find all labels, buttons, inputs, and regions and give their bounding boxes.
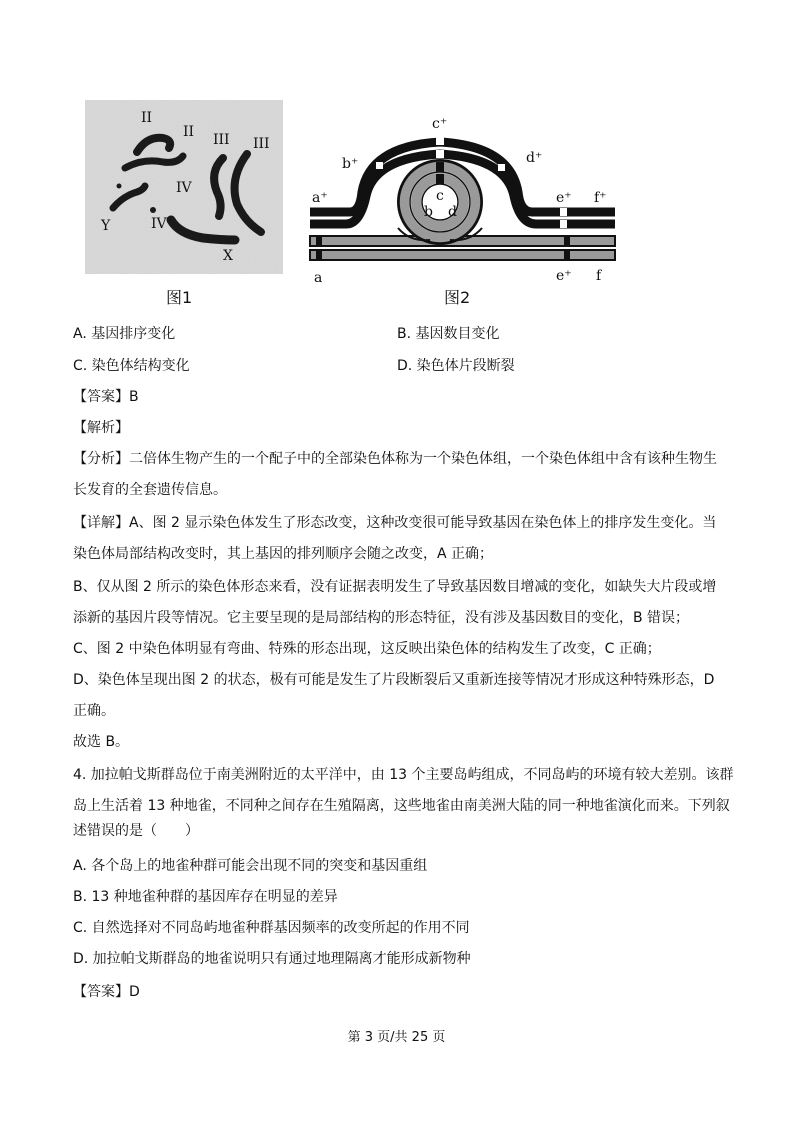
figure-1 [85,100,283,274]
q3-option-d: D. 染色体片段断裂 [397,358,515,374]
fig1-label: II [183,124,195,140]
q3-detail-line: 正确。 [73,703,115,719]
q4-option-d: D. 加拉帕戈斯群岛的地雀说明只有通过地理隔离才能形成新物种 [73,951,471,967]
fig1-label: X [223,248,233,264]
q3-analysis-label: 【解析】 [73,420,129,436]
q4-answer: 【答案】D [73,984,140,1000]
fig2-label-e-plus-top: e⁺ [556,190,572,206]
q3-option-c: C. 染色体结构变化 [73,358,190,374]
q3-answer: 【答案】B [73,389,139,405]
q4-option-a: A. 各个岛上的地雀种群可能会出现不同的突变和基因重组 [73,858,428,874]
q4-stem-line: 述错误的是（ ） [73,823,199,839]
fig2-label-f: f [596,268,602,284]
fig2-label-c-plus: c⁺ [432,116,448,132]
q3-fenxi-line: 【分析】二倍体生物产生的一个配子中的全部染色体称为一个染色体组，一个染色体组中含有该种生物生 [73,451,717,467]
fig2-label-b-plus: b⁺ [342,156,359,172]
figure-2 [300,112,630,288]
q3-detail-line: C、图 2 中染色体明显有弯曲、特殊的形态出现，这反映出染色体的结构发生了改变，C 正确； [73,641,661,657]
q3-detail-line: 【详解】A、图 2 显示染色体发生了形态改变，这种改变很可能导致基因在染色体上的排序发生变化。当 [73,515,717,531]
fig2-label-e-plus-bottom: e⁺ [556,268,572,284]
fig2-label-d-plus: d⁺ [526,150,543,166]
q3-fenxi-line: 长发育的全套遗传信息。 [73,482,227,498]
q4-stem-line: 岛上生活着 13 种地雀，不同种之间存在生殖隔离，这些地雀由南美洲大陆的同一种地雀演化而来。下列叙 [73,798,730,814]
figure-1-micrograph [85,100,283,274]
fig1-label: III [213,132,230,148]
fig2-label-a-plus: a⁺ [312,190,328,206]
page-footer: 第 3 页/共 25 页 [347,1030,446,1045]
q4-option-b: B. 13 种地雀种群的基因库存在明显的差异 [73,889,338,905]
fig2-label-a: a [314,270,323,286]
figure-1-caption: 图1 [166,288,193,307]
q3-detail-line: B、仅从图 2 所示的染色体形态来看，没有证据表明发生了导致基因数目增减的变化，如缺失大片段或增 [73,579,717,595]
fig1-label: III [253,136,270,152]
fig2-label-d: d [448,204,457,220]
fig2-label-f-plus: f⁺ [594,190,607,206]
fig1-label: IV [176,180,192,196]
q4-stem-line: 4. 加拉帕戈斯群岛位于南美洲附近的太平洋中，由 13 个主要岛屿组成，不同岛屿的环境有较大差别。该群 [73,767,734,783]
q3-option-a: A. 基因排序变化 [73,326,176,342]
fig2-label-c: c [436,188,444,204]
fig1-label: Y [101,218,111,234]
figure-2-caption: 图2 [444,288,471,307]
q3-conclusion: 故选 B。 [73,734,130,750]
figure-2-diagram [300,112,630,288]
chromosome-IV-dot [150,207,156,213]
fig1-label: II [141,110,153,126]
q3-detail-line: 添新的基因片段等情况。它主要呈现的是局部结构的形态特征，没有涉及基因数目的变化，B 错误； [73,610,690,626]
q3-option-b: B. 基因数目变化 [397,326,500,342]
q3-detail-line: 染色体局部结构改变时，其上基因的排列顺序会随之改变，A 正确； [73,546,494,562]
q4-option-c: C. 自然选择对不同岛屿地雀种群基因频率的改变所起的作用不同 [73,920,470,936]
q3-detail-line: D、染色体呈现出图 2 的状态，极有可能是发生了片段断裂后又重新连接等情况才形成这种特殊形态，D [73,672,715,688]
fig2-label-b: b [424,204,433,220]
fig1-label: IV [151,216,167,232]
